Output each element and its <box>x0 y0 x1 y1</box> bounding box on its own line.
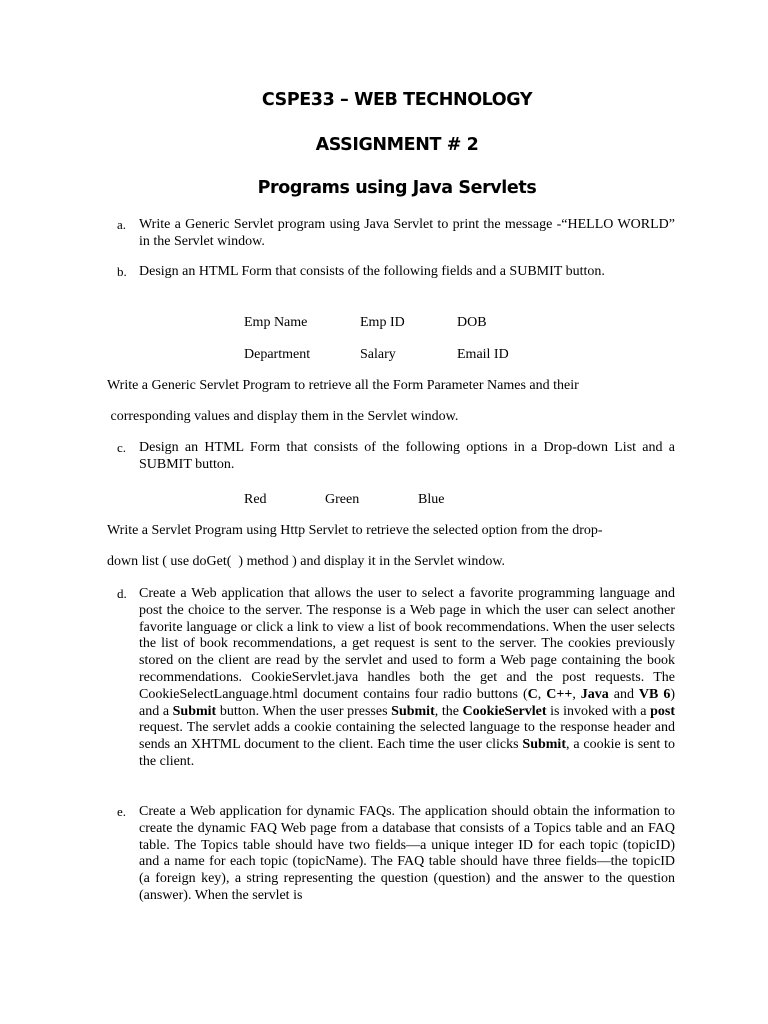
item-c <box>117 440 675 474</box>
field-email-id: Email ID <box>457 347 509 362</box>
item-e-label: e. <box>117 804 127 819</box>
item-c-label: c. <box>117 440 127 455</box>
paragraph-b-line-1: Write a Generic Servlet Program to retrieve all the Form Parameter Names and their <box>107 378 579 393</box>
item-b-label: b. <box>117 264 127 279</box>
paragraph-b-line-2: corresponding values and display them in the Servlet window. <box>107 409 459 424</box>
paragraph-c-line-2: down list ( use doGet( ) method ) and display it in the Servlet window. <box>107 554 506 569</box>
field-emp-name: Emp Name <box>244 315 308 330</box>
item-e <box>117 804 675 905</box>
item-b-text: Design an HTML Form that consists of the following fields and a SUBMIT button. <box>139 264 605 279</box>
field-salary: Salary <box>360 347 396 362</box>
field-dob: DOB <box>457 315 487 330</box>
item-c-text: Design an HTML Form that consists of the following options in a Drop-down List and a SUBMIT button. <box>139 440 675 472</box>
course-title: CSPE33 – WEB TECHNOLOGY <box>261 90 533 110</box>
option-red: Red <box>244 492 267 507</box>
item-b <box>117 264 675 281</box>
assignment-title: ASSIGNMENT # 2 <box>315 135 479 155</box>
item-e-text: Create a Web application for dynamic FAQs. The application should obtain the information to create the dynamic FAQ Web page from a database that consists of a Topics table and an FAQ table. The Topics table should have two fields—a unique integer ID for each topic (topicID) and a name for each topic (topicName). The FAQ table should have three fields—the topicID (a foreign key), a string representing the question (question) and the answer to the question (answer). When the servlet is <box>139 804 675 903</box>
item-a <box>117 217 675 251</box>
paragraph-c-line-1: Write a Servlet Program using Http Servlet to retrieve the selected option from the drop- <box>107 523 603 538</box>
item-d <box>117 586 675 771</box>
field-emp-id: Emp ID <box>360 315 405 330</box>
option-green: Green <box>325 492 360 507</box>
field-department: Department <box>244 347 311 362</box>
item-d-label: d. <box>117 586 127 601</box>
option-blue: Blue <box>418 492 445 507</box>
item-d-text: Create a Web application that allows the user to select a favorite programming language and post the choice to the server. The response is a Web page in which the user can select another favorite language or click a link to view a list of book recommendations. When the user selects the list of book recommendations, a get request is sent to the server. The cookies previously stored on the client are read by the servlet and used to form a Web page containing the book recommendations. CookieServlet.java handles both the get and the post requests. The CookieSelectLanguage.html document contains four radio buttons (C, C++, Java and VB 6) and a Submit button. When the user presses Submit, the CookieServlet is invoked with a post request. The servlet adds a cookie containing the selected language to the response header and sends an XHTML document to the client. Each time the user clicks Submit, a cookie is sent to the client. <box>139 586 676 769</box>
subject-title: Programs using Java Servlets <box>257 178 537 198</box>
item-a-text: Write a Generic Servlet program using Java Servlet to print the message -“HELLO WORLD” in the Servlet window. <box>139 217 675 249</box>
item-a-label: a. <box>117 217 127 232</box>
